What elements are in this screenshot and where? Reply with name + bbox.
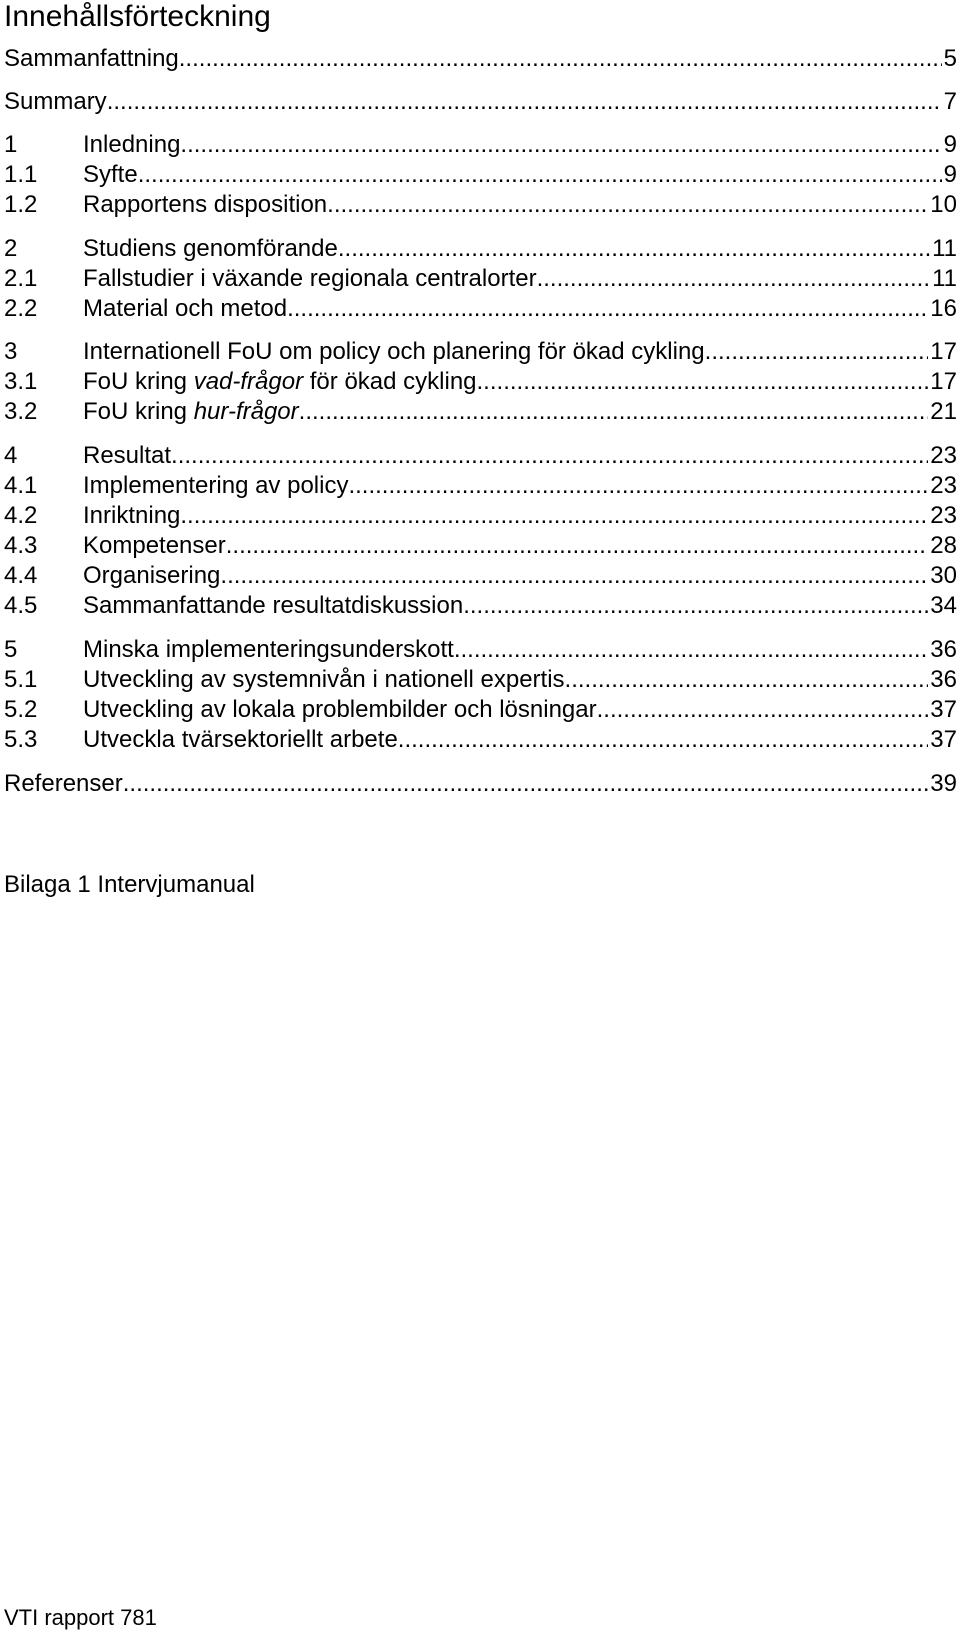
toc-entry-page: 17: [930, 338, 957, 365]
toc-entry-title: Utveckla tvärsektoriellt arbete: [83, 726, 398, 753]
toc-leader: [565, 665, 929, 695]
toc-entry-page: 21: [930, 398, 957, 425]
page-title: Innehållsförteckning: [4, 0, 271, 33]
toc-entry[interactable]: [4, 665, 957, 695]
toc-entry-number: 5.1: [4, 666, 38, 693]
toc-entry-number: 4.2: [4, 502, 38, 529]
toc-entry-title: Inledning: [83, 131, 181, 158]
toc-entry-title-emphasis: vad-frågor: [193, 368, 304, 395]
toc-leader: [327, 190, 928, 220]
toc-leader: [287, 294, 928, 324]
toc-entry[interactable]: [4, 695, 957, 725]
toc-entry-title: Organisering: [83, 562, 221, 589]
toc-entry-number: 4.4: [4, 562, 38, 589]
toc-leader: [705, 337, 929, 367]
toc-entry-number: 3.1: [4, 368, 38, 395]
toc-entry-page: 30: [930, 562, 957, 589]
toc-leader: [123, 769, 929, 799]
toc-entry[interactable]: [4, 561, 957, 591]
toc-entry-page: 28: [930, 532, 957, 559]
toc-entry-number: 4.5: [4, 592, 38, 619]
toc-leader: [454, 635, 928, 665]
toc-entry-page: 36: [930, 636, 957, 663]
toc-entry-title: Utveckling av systemnivån i nationell expertis: [83, 666, 565, 693]
toc-entry-number: 2.1: [4, 265, 38, 292]
toc-entry-title: Studiens genomförande: [83, 235, 338, 262]
toc-entry[interactable]: [4, 441, 957, 471]
toc-leader: [597, 695, 929, 725]
toc-leader: [171, 441, 928, 471]
toc-entry[interactable]: [4, 635, 957, 665]
toc-entry-page: 37: [930, 696, 957, 723]
toc-entry-title: Referenser: [4, 770, 123, 797]
toc-leader: [477, 367, 929, 397]
toc-entry-title: Syfte: [83, 161, 138, 188]
toc-entry-title: Summary: [4, 88, 107, 115]
toc-leader: [348, 471, 928, 501]
toc-entry-page: 39: [930, 770, 957, 797]
toc-entry-page: 34: [930, 592, 957, 619]
toc-entry-page: 10: [930, 191, 957, 218]
toc-entry-number: 1: [4, 131, 18, 158]
toc-leader: [220, 561, 928, 591]
toc-entry-number: 2.2: [4, 295, 38, 322]
toc-entry[interactable]: [4, 44, 957, 74]
toc-leader: [179, 44, 942, 74]
toc-entry[interactable]: [4, 531, 957, 561]
toc-entry-page: 16: [930, 295, 957, 322]
toc-leader: [463, 591, 928, 621]
toc-leader: [180, 501, 928, 531]
toc-leader: [338, 234, 930, 264]
toc-entry-title: Utveckling av lokala problembilder och lösningar: [83, 696, 597, 723]
toc-leader: [537, 264, 931, 294]
toc-entry-title: Implementering av policy: [83, 472, 349, 499]
toc-entry-title: Internationell FoU om policy och planering för ökad cykling: [83, 338, 705, 365]
toc-entry-title: Minska implementeringsunderskott: [83, 636, 454, 663]
toc-entry-page: 23: [930, 442, 957, 469]
toc-entry-page: 17: [930, 368, 957, 395]
toc-entry-page: 11: [932, 235, 957, 262]
toc-entry[interactable]: [4, 294, 957, 324]
toc-entry-number: 3: [4, 338, 18, 365]
appendix-entry: Bilaga 1 Intervjumanual: [4, 871, 255, 898]
toc-entry-title: Sammanfattning: [4, 45, 179, 72]
toc-entry[interactable]: [4, 397, 957, 427]
toc-leader: [180, 130, 941, 160]
toc-entry[interactable]: [4, 264, 957, 294]
toc-entry-number: 4: [4, 442, 18, 469]
toc-entry-page: 9: [943, 161, 957, 188]
toc-entry-title: FoU kring vad-frågor för ökad cykling: [83, 368, 477, 395]
toc-leader: [107, 87, 942, 117]
toc-entry[interactable]: [4, 367, 957, 397]
toc-entry-page: 36: [930, 666, 957, 693]
toc-entry-title: Inriktning: [83, 502, 181, 529]
toc-entry-number: 4.3: [4, 532, 38, 559]
toc-entry-title: Fallstudier i växande regionala centralorter: [83, 265, 537, 292]
toc-entry[interactable]: [4, 87, 957, 117]
toc-entry[interactable]: [4, 769, 957, 799]
toc-entry[interactable]: [4, 190, 957, 220]
toc-entry-title: Resultat: [83, 442, 172, 469]
toc-entry-page: 37: [930, 726, 957, 753]
toc-entry-page: 5: [943, 45, 957, 72]
toc-entry[interactable]: [4, 725, 957, 755]
toc-entry-page: 9: [943, 131, 957, 158]
toc-entry[interactable]: [4, 337, 957, 367]
toc-entry[interactable]: [4, 160, 957, 190]
toc-entry-page: 11: [932, 265, 957, 292]
toc-entry-number: 4.1: [4, 472, 38, 499]
toc-entry-title-emphasis: hur-frågor: [193, 398, 299, 425]
toc-entry-number: 5.3: [4, 726, 38, 753]
toc-entry-title: Rapportens disposition: [83, 191, 328, 218]
toc-entry-title: FoU kring hur-frågor: [83, 398, 299, 425]
toc-leader: [138, 160, 942, 190]
page-footer: VTI rapport 781: [4, 1605, 157, 1630]
toc-entry-page: 23: [930, 472, 957, 499]
toc-entry-number: 5.2: [4, 696, 38, 723]
toc-entry-title: Material och metod: [83, 295, 288, 322]
toc-entry[interactable]: [4, 501, 957, 531]
toc-entry-page: 23: [930, 502, 957, 529]
toc-leader: [299, 397, 929, 427]
toc-entry[interactable]: [4, 130, 957, 160]
toc-entry-page: 7: [943, 88, 957, 115]
toc-entry-number: 1.2: [4, 191, 38, 218]
toc-entry-title: Kompetenser: [83, 532, 226, 559]
toc-leader: [398, 725, 929, 755]
toc-entry-number: 5: [4, 636, 18, 663]
toc-entry-number: 2: [4, 235, 18, 262]
toc-entry-number: 1.1: [4, 161, 38, 188]
toc-leader: [226, 531, 929, 561]
toc-entry[interactable]: [4, 471, 957, 501]
toc-entry-number: 3.2: [4, 398, 38, 425]
toc-entry[interactable]: [4, 591, 957, 621]
toc-entry-title: Sammanfattande resultatdiskussion: [83, 592, 464, 619]
toc-entry[interactable]: [4, 234, 957, 264]
